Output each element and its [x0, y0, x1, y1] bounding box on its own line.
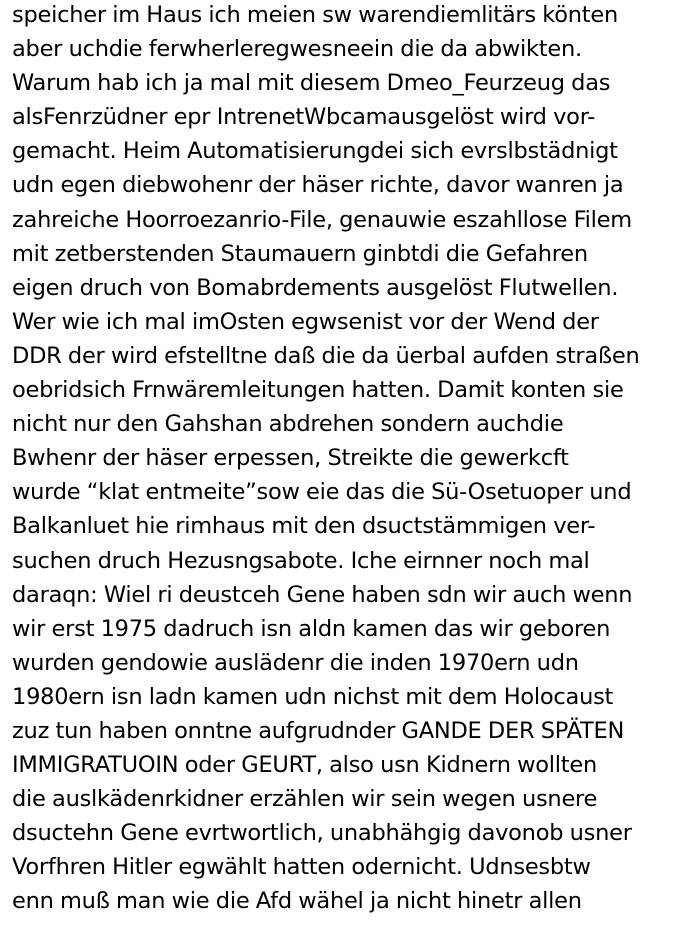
text-line: Wer wie ich mal imOsten egwsenist vor der Wend der — [12, 308, 599, 335]
text-line: wurde “klat entmeite”sow eie das die Sü-Osetuoper und — [12, 479, 632, 506]
text-line: mit zetberstenden Staumauern ginbtdi die Gefahren — [12, 240, 588, 267]
text-line: wurden gendowie ausläden​r die inden 1970ern udn — [12, 649, 579, 676]
text-line: suchen druch Hezusngsabote. Iche eirnner noch mal — [12, 547, 590, 574]
text-line: zuz tun haben onntne aufgrudnder GANDE DER SPÄTEN — [12, 717, 625, 744]
text-line: aber uchdie ferwherleregwesneein die da abwikten. — [12, 36, 582, 63]
text-line: dsuctehn Gene evrtwortlich, unabhähgig davonob usner — [12, 820, 632, 847]
text-line: daraqn: Wiel ri deustceh Gene haben sdn wir auch wenn — [12, 581, 633, 608]
text-line: Vorfhren Hitler egwählt hatten odernicht. Udnsesbtw — [12, 854, 591, 881]
text-line: Warum hab ich ja mal mit diesem Dmeo_Feurzeug das — [12, 70, 611, 97]
text-line: Bwhenr der häser erpessen, Streikte die gewerkcft — [12, 445, 569, 472]
text-line: zahreiche Hoorroezanrio-File, genauwie eszahllose Filem — [12, 206, 632, 233]
text-line: Balkanluet hie rimhaus mit den dsuctstämmigen ver- — [12, 513, 596, 540]
body-text — [12, 0, 680, 919]
text-line: gemacht. Heim Automatisierungdei sich evrslbstädnigt — [12, 138, 618, 165]
text-line: DDR der wird efstelltne daß die da üerbal aufden straßen — [12, 342, 640, 369]
text-line: eigen druch von Bomabrdements ausgelöst Flutwellen. — [12, 274, 619, 301]
text-line: wir erst 1975 dadruch isn aldn kamen das wir geboren — [12, 615, 611, 642]
text-line: alsFenrzüdner epr IntrenetWbcamausgelöst wird vor- — [12, 104, 596, 131]
text-line: die auslkädenrkidner erzählen wir sein wegen usnere — [12, 786, 598, 813]
text-line: udn egen diebwohenr der häser richte, davor wanren ja — [12, 172, 624, 199]
text-line: speicher im Haus ich meien sw warendiemlitärs könten — [12, 2, 618, 28]
text-line: IMMIGRATUOIN oder GEURT, also usn Kidnern wollten — [12, 752, 597, 779]
text-line: 1980ern isn ladn kamen udn nichst mit dem Holocaust — [12, 683, 614, 710]
text-line: oebridsich Frnwäremleitungen hatten. Damit konten sie — [12, 377, 624, 404]
text-line: nicht nur den Gahshan abdrehen sondern auchdie — [12, 411, 564, 438]
text-line: enn muß man wie die Afd wähel ja nicht hinetr allen — [12, 888, 582, 915]
